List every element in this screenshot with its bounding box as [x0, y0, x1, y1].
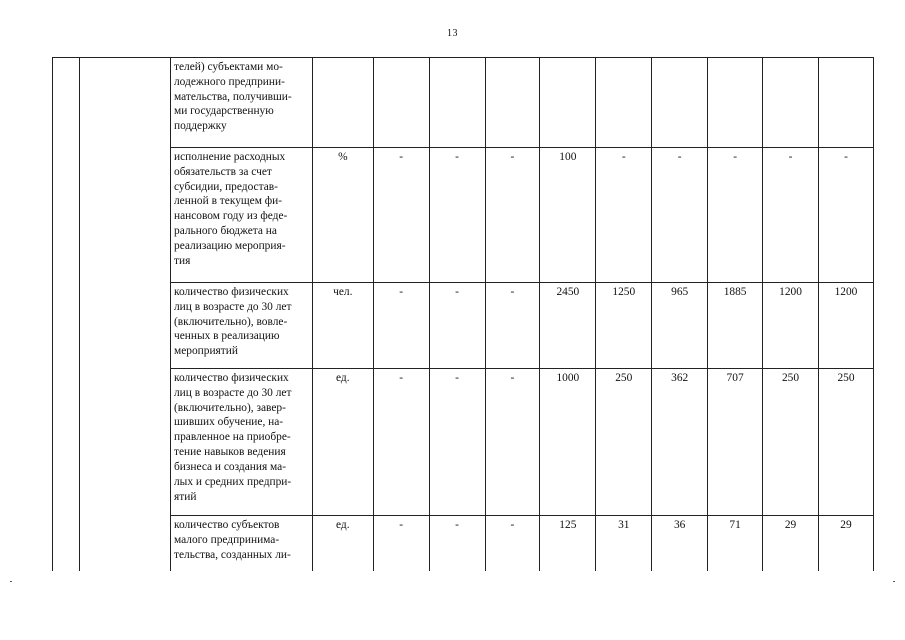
table-row	[171, 58, 874, 148]
unit-cell	[312, 58, 373, 148]
value-cell: 29	[818, 516, 873, 572]
indicator-name: количество физических лиц в возрасте до 30 лет (включительно), вовле- ченных в реализацию мероприятий	[171, 283, 313, 369]
value-cell: -	[596, 148, 652, 283]
value-cell: -	[763, 148, 819, 283]
left-border	[52, 57, 53, 571]
value-cell: 29	[763, 516, 819, 572]
page-number: 13	[447, 28, 458, 39]
value-cell: 36	[652, 516, 708, 572]
unit-cell: ед.	[312, 516, 373, 572]
value-cell: 707	[708, 369, 763, 516]
value-cell: -	[373, 516, 429, 572]
value-cell	[373, 58, 429, 148]
indicator-name: количество субъектов малого предпринима- тельства, созданных ли-	[171, 516, 313, 572]
value-cell: -	[652, 148, 708, 283]
value-cell	[763, 58, 819, 148]
value-cell: -	[373, 283, 429, 369]
table-row	[171, 516, 874, 572]
table-row	[171, 148, 874, 283]
value-cell: 1200	[763, 283, 819, 369]
edge-marker-left	[10, 581, 12, 582]
value-cell	[596, 58, 652, 148]
value-cell: -	[485, 283, 540, 369]
value-cell: -	[429, 516, 485, 572]
value-cell: 1000	[540, 369, 596, 516]
top-border-left	[52, 57, 171, 58]
table-row	[171, 283, 874, 369]
value-cell: -	[429, 283, 485, 369]
column-divider-1	[79, 57, 80, 571]
value-cell: 1200	[818, 283, 873, 369]
value-cell: 965	[652, 283, 708, 369]
value-cell: 2450	[540, 283, 596, 369]
unit-cell: чел.	[312, 283, 373, 369]
value-cell	[818, 58, 873, 148]
indicator-name: исполнение расходных обязательств за счет субсидии, предостав- ленной в текущем фи- нансовом году из феде- рального бюджета на реализацию мероприя- тия	[171, 148, 313, 283]
table-sheet	[52, 57, 874, 571]
value-cell: -	[373, 148, 429, 283]
value-cell: 1885	[708, 283, 763, 369]
value-cell	[485, 58, 540, 148]
value-cell: -	[485, 369, 540, 516]
value-cell: -	[429, 148, 485, 283]
value-cell	[540, 58, 596, 148]
indicator-name: количество физических лиц в возрасте до 30 лет (включительно), завер- шивших обучение, на- правленное на приобре- тение навыков ведения бизнеса и создания ма- лых и средних предпри- ятий	[171, 369, 313, 516]
value-cell: -	[818, 148, 873, 283]
value-cell: -	[708, 148, 763, 283]
value-cell: 71	[708, 516, 763, 572]
table-row	[171, 369, 874, 516]
edge-marker-right	[893, 581, 895, 582]
value-cell: 1250	[596, 283, 652, 369]
value-cell: -	[373, 369, 429, 516]
value-cell: 362	[652, 369, 708, 516]
value-cell: 250	[763, 369, 819, 516]
unit-cell: %	[312, 148, 373, 283]
value-cell: 250	[818, 369, 873, 516]
value-cell: -	[485, 148, 540, 283]
unit-cell: ед.	[312, 369, 373, 516]
value-cell	[652, 58, 708, 148]
value-cell: 125	[540, 516, 596, 572]
value-cell: 100	[540, 148, 596, 283]
value-cell: -	[429, 369, 485, 516]
value-cell	[708, 58, 763, 148]
value-cell	[429, 58, 485, 148]
value-cell: 31	[596, 516, 652, 572]
value-cell: -	[485, 516, 540, 572]
indicators-table	[170, 57, 874, 571]
value-cell: 250	[596, 369, 652, 516]
indicator-name: телей) субъектами мо- лодежного предприни- мательства, получивши- ми государственную поддержку	[171, 58, 313, 148]
